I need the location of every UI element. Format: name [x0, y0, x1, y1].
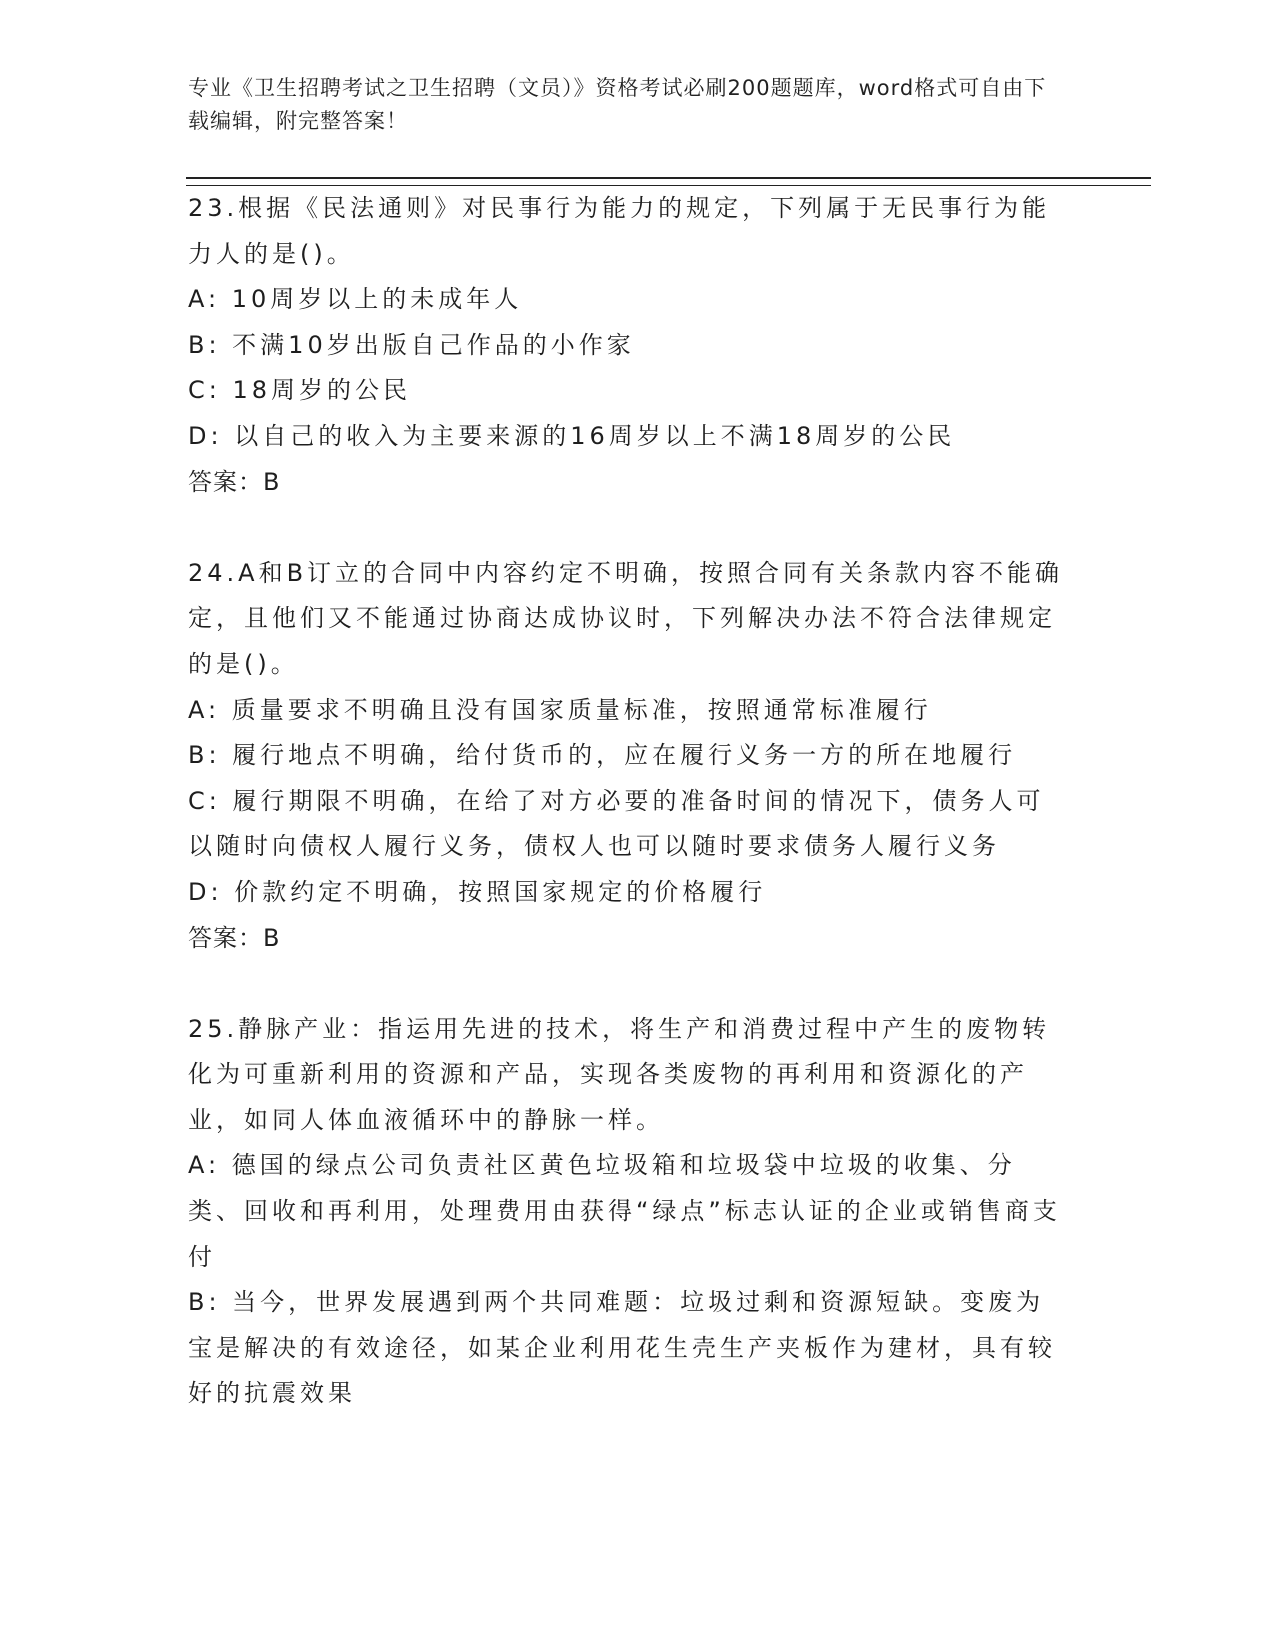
question-24 — [188, 551, 1068, 961]
question-list — [188, 186, 1068, 1463]
option-c: C: 18周岁的公民 — [188, 376, 412, 405]
answer: 答案：B — [188, 923, 281, 952]
question-stem: 23.根据《民法通则》对民事行为能力的规定，下列属于无民事行为能力人的是()。 — [188, 194, 1051, 268]
option-a: A: 10周岁以上的未成年人 — [188, 285, 523, 314]
option-a: A: 德国的绿点公司负责社区黄色垃圾箱和垃圾袋中垃圾的收集、分类、回收和再利用，处理费用由获得“绿点”标志认证的企业或销售商支付 — [188, 1151, 1061, 1271]
option-d: D: 以自己的收入为主要来源的16周岁以上不满18周岁的公民 — [188, 421, 956, 450]
question-stem: 24.A和B订立的合同中内容约定不明确，按照合同有关条款内容不能确定，且他们又不能通过协商达成协议时，下列解决办法不符合法律规定的是()。 — [188, 558, 1064, 678]
header-title: 专业《卫生招聘考试之卫生招聘（文员）》资格考试必刷200题题库，word格式可自由下载编辑，附完整答案！ — [188, 76, 1047, 133]
option-b: B: 履行地点不明确，给付货币的，应在履行义务一方的所在地履行 — [188, 741, 1017, 770]
question-25 — [188, 1007, 1068, 1417]
page-header — [188, 72, 1068, 138]
option-d: D: 价款约定不明确，按照国家规定的价格履行 — [188, 877, 767, 906]
option-b: B: 当今，世界发展遇到两个共同难题：垃圾过剩和资源短缺。变废为宝是解决的有效途径，如某企业利用花生壳生产夹板作为建材，具有较好的抗震效果 — [188, 1288, 1056, 1408]
option-c: C: 履行期限不明确，在给了对方必要的准备时间的情况下，债务人可以随时向债权人履行义务，债权人也可以随时要求债务人履行义务 — [188, 786, 1045, 861]
question-23 — [188, 186, 1068, 505]
option-b: B: 不满10岁出版自己作品的小作家 — [188, 330, 635, 359]
answer: 答案：B — [188, 467, 281, 496]
header-divider — [186, 177, 1151, 186]
question-stem: 25.静脉产业：指运用先进的技术，将生产和消费过程中产生的废物转化为可重新利用的资源和产品，实现各类废物的再利用和资源化的产业，如同人体血液循环中的静脉一样。 — [188, 1014, 1051, 1134]
option-a: A: 质量要求不明确且没有国家质量标准，按照通常标准履行 — [188, 695, 932, 724]
